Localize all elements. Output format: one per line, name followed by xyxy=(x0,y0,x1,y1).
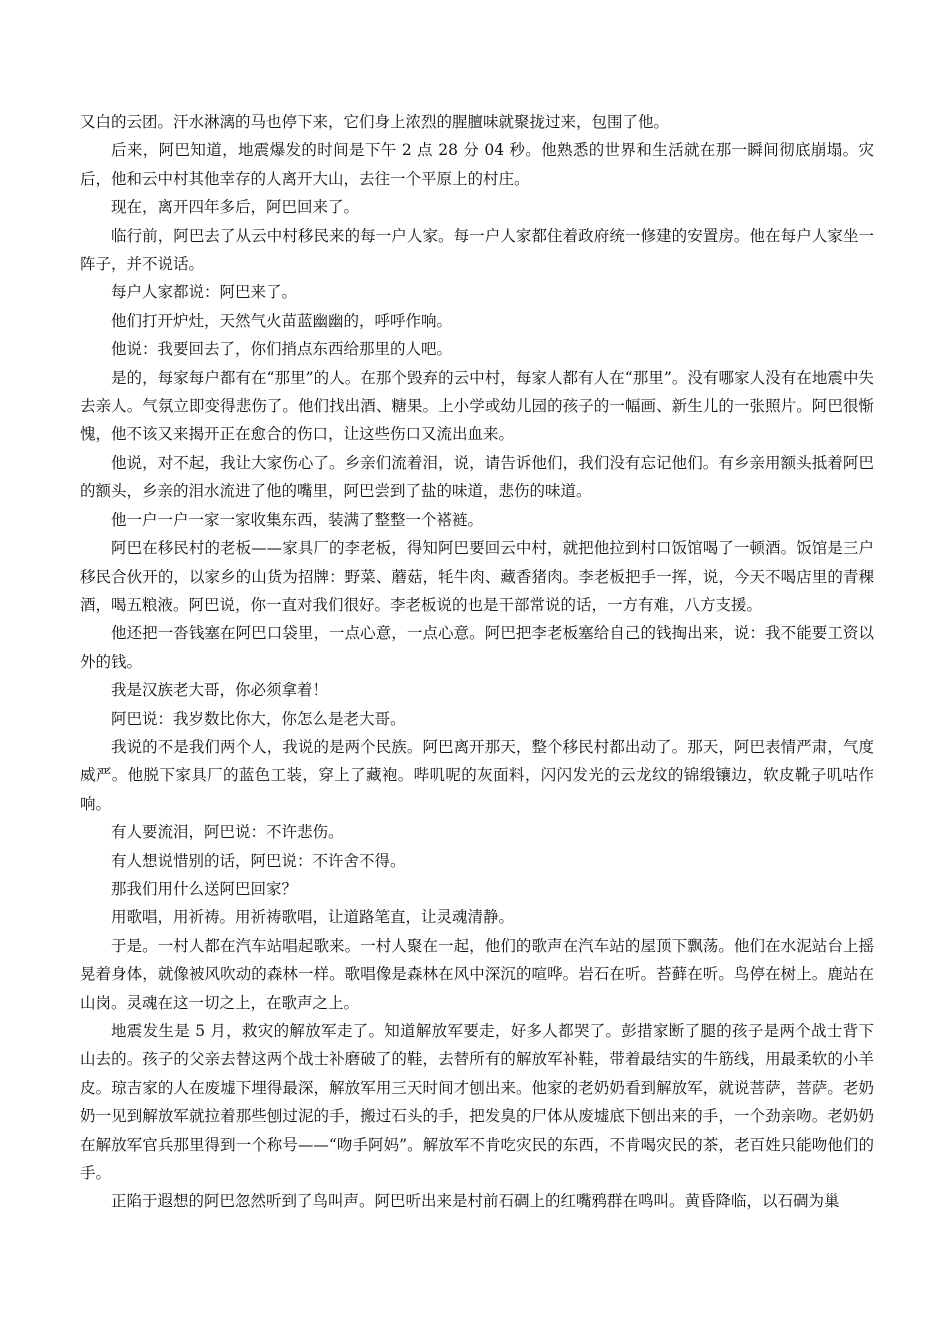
paragraph-continued: 又白的云团。汗水淋漓的马也停下来，它们身上浓烈的腥膻味就聚拢过来，包围了他。 xyxy=(80,113,670,131)
paragraph: 后来，阿巴知道，地震爆发的时间是下午 2 点 28 分 04 秒。他熟悉的世界和生活就在那一瞬间彻底崩塌。灾后，他和云中村其他幸存的人离开大山，去往一个平原上的村庄。 xyxy=(80,141,874,188)
paragraph: 有人想说惜别的话，阿巴说：不许舍不得。 xyxy=(111,851,406,870)
paragraph: 阿巴说：我岁数比你大，你怎么是老大哥。 xyxy=(111,709,406,728)
paragraph: 用歌唱，用祈祷。用祈祷歌唱，让道路笔直，让灵魂清静。 xyxy=(111,908,515,927)
paragraph: 他还把一沓钱塞在阿巴口袋里，一点心意，一点心意。阿巴把李老板塞给自己的钱掏出来，说：我不能要工资以外的钱。 xyxy=(80,624,874,671)
paragraph: 他一户一户一家一家收集东西，装满了整整一个褡裢。 xyxy=(111,510,484,529)
paragraph: 是的，每家每户都有在“那里”的人。在那个毁弃的云中村，每家人都有人在“那里”。没有哪家人没有在地震中失去亲人。气氛立即变得悲伤了。他们找出酒、糖果。上小学或幼儿园的孩子的一幅画、新生儿的一张照片。阿巴很惭愧，他不该又来揭开正在愈合的伤口，让这些伤口又流出血来。 xyxy=(80,368,874,444)
paragraph: 我是汉族老大哥，你必须拿着！ xyxy=(111,681,329,700)
paragraph: 现在，离开四年多后，阿巴回来了。 xyxy=(111,198,360,217)
paragraph: 他们打开炉灶，天然气火苗蓝幽幽的，呼呼作响。 xyxy=(111,311,453,330)
paragraph: 每户人家都说：阿巴来了。 xyxy=(111,283,298,302)
paragraph: 他说，对不起，我让大家伤心了。乡亲们流着泪，说，请告诉他们，我们没有忘记他们。有乡亲用额头抵着阿巴的额头，乡亲的泪水流进了他的嘴里，阿巴尝到了盐的味道，悲伤的味道。 xyxy=(80,453,874,501)
paragraph: 他说：我要回去了，你们捎点东西给那里的人吧。 xyxy=(111,340,453,359)
paragraph: 地震发生是 5 月，救灾的解放军走了。知道解放军要走，好多人都哭了。彭措家断了腿的孩子是两个战士背下山去的。孩子的父亲去替这两个战士补磨破了的鞋，去替所有的解放军补鞋，带着最结实的牛筋线，用最柔软的小羊皮。琼吉家的人在废墟下埋得最深，解放军用三天时间才刨出来。他家的老奶奶看到解放军，就说菩萨，菩萨。老奶奶一见到解放军就拉着那些刨过泥的手，搬过石头的手，把发臭的尸体从废墟底下刨出来的手，一个劲亲吻。老奶奶在解放军官兵那里得到一个称号——“吻手阿妈”。解放军不肯吃灾民的东西，不肯喝灾民的茶，老百姓只能吻他们的手。 xyxy=(80,1022,874,1183)
paragraph: 于是。一村人都在汽车站唱起歌来。一村人聚在一起，他们的歌声在汽车站的屋顶下飘荡。他们在水泥站台上摇晃着身体，就像被风吹动的森林一样。歌唱像是森林在风中深沉的喧哗。岩石在听。苔藓在听。鸟停在树上。鹿站在山岗。灵魂在这一切之上，在歌声之上。 xyxy=(80,936,874,1012)
paragraph: 那我们用什么送阿巴回家？ xyxy=(111,879,298,898)
paragraph: 阿巴在移民村的老板——家具厂的李老板，得知阿巴要回云中村，就把他拉到村口饭馆喝了一顿酒。饭馆是三户移民合伙开的，以家乡的山货为招牌：野菜、蘑菇，牦牛肉、藏香猪肉。李老板把手一挥，说，今天不喝店里的青稞酒，喝五粮液。阿巴说，你一直对我们很好。李老板说的也是干部常说的话，一方有难，八方支援。 xyxy=(80,539,874,614)
document-page xyxy=(80,108,874,1216)
paragraph: 临行前，阿巴去了从云中村移民来的每一户人家。每一户人家都住着政府统一修建的安置房。他在每户人家坐一阵子，并不说话。 xyxy=(80,226,874,274)
paragraph: 有人要流泪，阿巴说：不许悲伤。 xyxy=(111,823,344,842)
paragraph-truncated: 正陷于遐想的阿巴忽然听到了鸟叫声。阿巴听出来是村前石碉上的红嘴鸦群在鸣叫。黄昏降临，以石碉为巢 xyxy=(111,1192,840,1211)
paragraph: 我说的不是我们两个人，我说的是两个民族。阿巴离开那天，整个移民村都出动了。那天，阿巴表情严肃，气度威严。他脱下家具厂的蓝色工装，穿上了藏袍。哔叽呢的灰面料，闪闪发光的云龙纹的锦缎镶边，软皮靴子叽咕作响。 xyxy=(80,737,874,813)
